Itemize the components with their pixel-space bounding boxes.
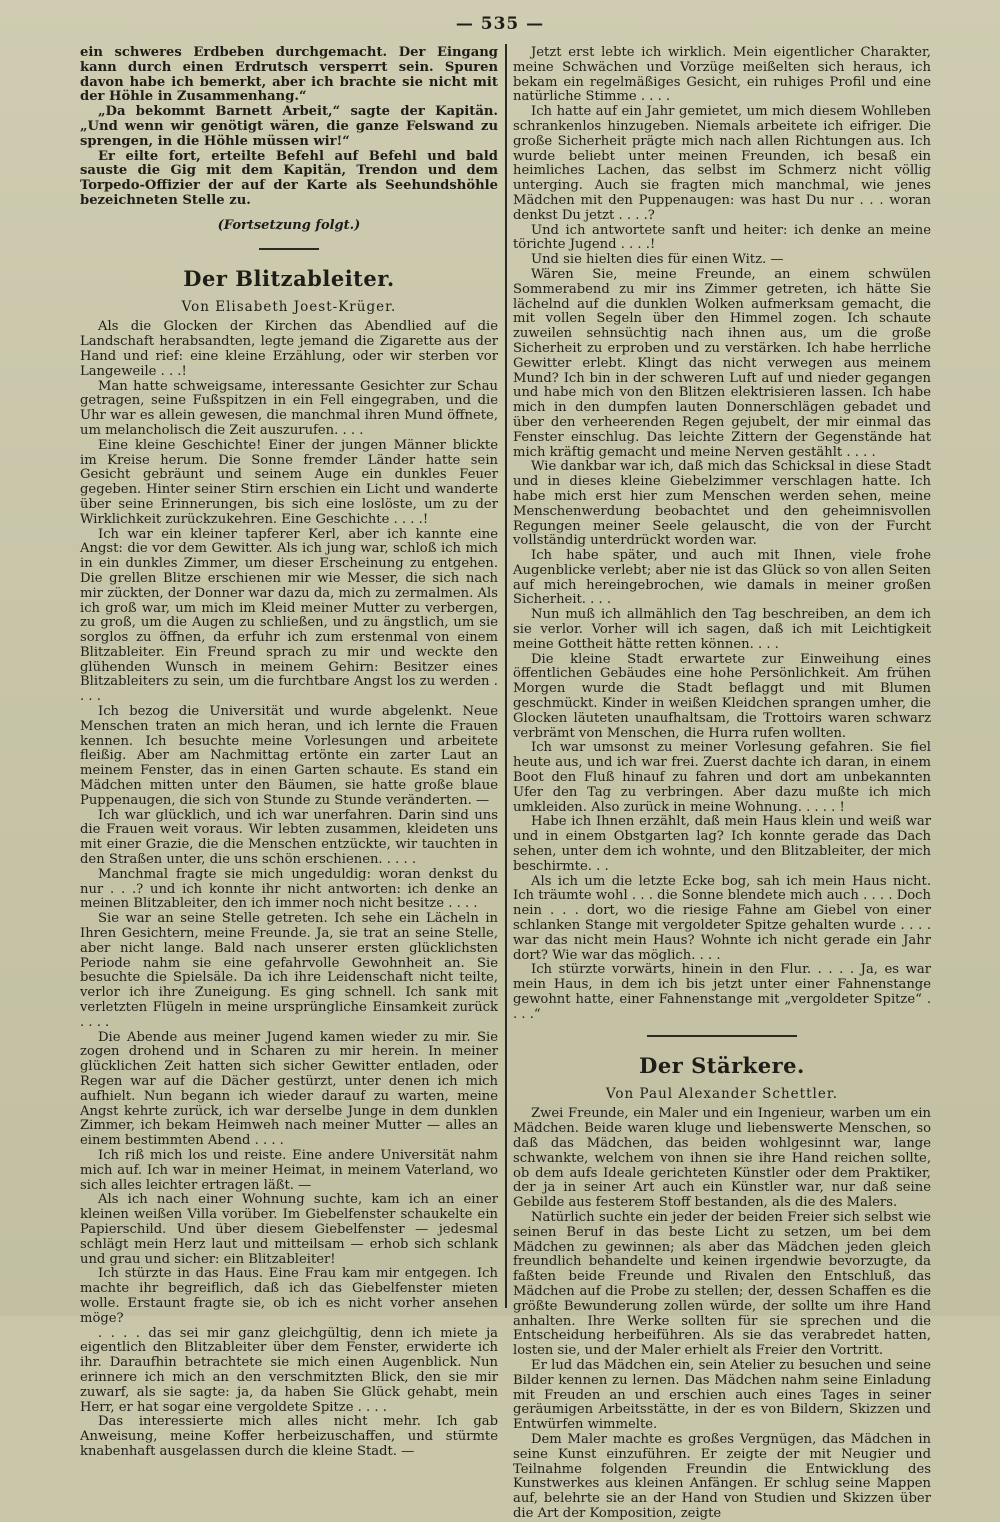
- story-paragraph: Jetzt erst lebte ich wirklich. Mein eigentlicher Charakter, meine Schwächen und Vorzüge meißelten sich heraus, ich bekam ein regelmäßiges Gesicht, ein ruhiges Profil und eine natürliche Stimme . . . .: [513, 45, 931, 105]
- story-paragraph: Natürlich suchte ein jeder der beiden Freier sich selbst wie seinen Beruf in das beste Licht zu setzen, um bei dem Mädchen zu gewinnen; als aber das Mädchen jeden gleich freundlich behandelte und keinen irgendwie bevorzugte, da faßten beide Freunde und Rivalen den Entschluß, das Mädchen auf die Probe zu stellen; der, dessen Schaffen es die größte Bewunderung zollen würde, der sollte um ihre Hand anhalten. Ihre Werke sollten für sie sprechen und die Entscheidung herbeiführen. Als sie das verabredet hatten, losten sie, und der Maler erhielt als Freier den Vortritt.: [513, 1209, 931, 1359]
- story-paragraph: Wie dankbar war ich, daß mich das Schicksal in diese Stadt und in dieses kleine Giebelzimmer verschlagen hatte. Ich habe mich erst hier zum Menschen werden sehen, meine Menschenwerdung beobachtet und den geheimnisvollen Regungen meiner Seele gelauscht, die von der Furcht vollständig unterdrückt worden war.: [513, 459, 931, 549]
- story-author: Von Elisabeth Joest-Krüger.: [181, 298, 397, 315]
- story-paragraph: Als ich nach einer Wohnung suchte, kam ich an einer kleinen weißen Villa vorüber. Im Giebelfenster schaukelte ein Papierschild. Und über diesem Giebelfenster — jedesmal schlägt mein Herz laut und mitteilsam — erhob sich schlank und grau und sicher: ein Blitzableiter!: [80, 1192, 498, 1267]
- continued-note: (Fortsetzung folgt.): [217, 217, 361, 233]
- story-paragraph: Nun muß ich allmählich den Tag beschreiben, an dem ich sie verlor. Vorher will ich sagen, daß ich mit Leichtigkeit meine Gottheit hätte retten können. . . .: [513, 607, 931, 652]
- story-paragraph: Sie war an seine Stelle getreten. Ich sehe ein Lächeln in Ihren Gesichtern, meine Freunde. Ja, sie trat an seine Stelle, aber nicht lange. Bald nach unserer ersten glücklichsten Periode nahm sie eine gefahrvolle Gewohnheit an. Sie besuchte die Spielsäle. Da ich ihre Leidenschaft nicht teilte, verlor ich ihre Zuneigung. Es ging schnell. Ich sank mit verletzten Flügeln in meine ursprüngliche Einsamkeit zurück . . . .: [80, 911, 498, 1030]
- column-rule: [505, 44, 507, 1308]
- section-divider: [259, 248, 319, 250]
- right-column: [513, 45, 931, 1521]
- continuation-paragraph: „Da bekommt Barnett Arbeit,“ sagte der Kapitän. „Und wenn wir genötigt wären, die ganze Felswand zu sprengen, in die Höhle müssen wir!“: [80, 104, 498, 149]
- story-paragraph: Ich war glücklich, und ich war unerfahren. Darin sind uns die Frauen weit voraus. Wir lebten zusammen, kleideten uns mit einer Grazie, die die Menschen entzückte, wir tauchten in den Straßen unter, die uns schön erschienen. . . . .: [80, 807, 498, 868]
- story-author: Von Paul Alexander Schettler.: [605, 1085, 839, 1102]
- story-title: Der Blitzableiter.: [183, 265, 395, 291]
- story-paragraph: . . . . das sei mir ganz gleichgültig, denn ich miete ja eigentlich den Blitzableiter über dem Fenster, erwiderte ich ihr. Daraufhin betrachtete sie mich einen Augenblick. Nun erinnere ich mich an den verschmitzten Blick, den sie mir zuwarf, als sie sagte: ja, da haben Sie Glück gehabt, mein Herr, er hat sogar eine vergoldete Spitze . . . .: [80, 1325, 498, 1415]
- story-paragraph: Manchmal fragte sie mich ungeduldig: woran denkst du nur . . .? und ich konnte ihr nicht antworten: ich denke an meinen Blitzableiter, den ich immer noch nicht besitze . . . .: [80, 866, 498, 912]
- story-paragraph: Ich habe später, und auch mit Ihnen, viele frohe Augenblicke verlebt; aber nie ist das Glück so von allen Seiten auf mich hereingebrochen, wie damals in meiner großen Sicherheit. . . .: [513, 548, 931, 608]
- story-paragraph: Das interessierte mich alles nicht mehr. Ich gab Anweisung, meine Koffer herbeizuschaffen, und stürmte knabenhaft ausgelassen durch die kleine Stadt. —: [80, 1414, 498, 1459]
- story-paragraph: Die Abende aus meiner Jugend kamen wieder zu mir. Sie zogen drohend und in Scharen zu mir herein. In meiner glücklichen Zeit hatten sich sicher Gewitter entladen, oder Regen war auf die Dächer gestürzt, unter denen ich mich aufhielt. Nun begann ich wieder darauf zu warten, meine Angst kehrte zurück, ich war derselbe Junge in dem dunklen Zimmer, ich bekam Heimweh nach meiner Mutter — alles an einem bestimmten Abend . . . .: [80, 1029, 498, 1149]
- story-paragraph: Dem Maler machte es großes Vergnügen, das Mädchen in seine Kunst einzuführen. Er zeigte der mit Neugier und Teilnahme folgenden Freundin die Entwicklung des Kunstwerkes aus kleinen Anfängen. Er schlug seine Mappen auf, belehrte sie an der Hand von Studien und Skizzen über die Art der Komposition, zeigte: [513, 1431, 931, 1521]
- story-paragraph: Zwei Freunde, ein Maler und ein Ingenieur, warben um ein Mädchen. Beide waren kluge und liebenswerte Menschen, so daß das Mädchen, das beiden wohlgesinnt war, lange schwankte, welchem von ihnen sie ihre Hand reichen sollte, ob dem aufs Ideale gerichteten Künstler oder dem Praktiker, der ja in seiner Art auch ein Künstler war, nur daß seine Gebilde aus festerem Stoff bestanden, als die des Malers.: [513, 1106, 931, 1211]
- section-divider: [647, 1035, 797, 1037]
- story-paragraph: Ich war ein kleiner tapferer Kerl, aber ich kannte eine Angst: die vor dem Gewitter. Als ich jung war, schloß ich mich in ein dunkles Zimmer, um dieser Erscheinung zu entgehen. Die grellen Blitze erschienen mir wie Messer, die sich nach mir zückten, der Donner war dazu da, mich zu zermalmen. Als ich groß war, um mich im Kleid meiner Mutter zu verbergen, zu groß, um die Augen zu schließen, und zu ängstlich, um sie sorglos zu öffnen, da erfuhr ich zum erstenmal von einem Blitzableiter. Ein Freund sprach zu mir und weckte den glühenden Wunsch in meinem Gehirn: Besitzer eines Blitzableiters zu sein, um die furchtbare Angst los zu werden . . . .: [80, 526, 498, 705]
- story-paragraph: Er lud das Mädchen ein, sein Atelier zu besuchen und seine Bilder kennen zu lernen. Das Mädchen nahm seine Einladung mit Freuden an und erschien auch eines Tages in seiner geräumigen Arbeitsstätte, in der es von Bildern, Skizzen und Entwürfen wimmelte.: [513, 1357, 931, 1433]
- left-column: [80, 45, 498, 1459]
- story-paragraph: Ich stürzte in das Haus. Eine Frau kam mir entgegen. Ich machte ihr begreiflich, daß ich das Giebelfenster mieten wolle. Erstaunt fragte sie, ob ich es nicht vorher ansehen möge?: [80, 1266, 498, 1326]
- continuation-paragraph: Er eilte fort, erteilte Befehl auf Befehl und bald sauste die Gig mit dem Kapitän, Trendon und dem Torpedo-Offizier der auf der Karte als Seehundshöhle bezeichneten Stelle zu.: [80, 148, 498, 208]
- story-paragraph: Und ich antwortete sanft und heiter: ich denke an meine törichte Jugend . . . .!: [513, 222, 931, 253]
- story-paragraph: Man hatte schweigsame, interessante Gesichter zur Schau getragen, seine Fußspitzen in ein Fell eingegraben, und die Uhr war es allein gewesen, die manchmal ihren Mund öffnete, um melancholisch die Zeit auszurufen. . . .: [80, 378, 498, 438]
- story-paragraph: Ich riß mich los und reiste. Eine andere Universität nahm mich auf. Ich war in meiner Heimat, in meinem Vaterland, wo sich alles leichter ertragen läßt. —: [80, 1147, 498, 1193]
- story-paragraph: Ich war umsonst zu meiner Vorlesung gefahren. Sie fiel heute aus, und ich war frei. Zuerst dachte ich daran, in einem Boot den Fluß hinauf zu fahren und dort am unbekannten Ufer den Tag zu verbringen. Aber dazu mußte ich mich umkleiden. Also zurück in meine Wohnung. . . . . !: [513, 740, 931, 815]
- continuation-paragraph: ein schweres Erdbeben durchgemacht. Der Eingang kann durch einen Erdrutsch versperrt sein. Spuren davon habe ich bemerkt, aber ich brachte sie nicht mit der Höhle in Zusammenhang.“: [80, 45, 498, 105]
- story-paragraph: Ich stürzte vorwärts, hinein in den Flur. . . . . Ja, es war mein Haus, in dem ich bis jetzt unter einer Fahnenstange gewohnt hatte, einer Fahnenstange mit „vergoldeter Spitze“ . . . .“: [513, 962, 931, 1022]
- story-paragraph: Und sie hielten dies für einen Witz. —: [531, 252, 784, 268]
- story-paragraph: Ich hatte auf ein Jahr gemietet, um mich diesem Wohlleben schrankenlos hinzugeben. Niemals arbeitete ich eifriger. Die große Sicherheit prägte mich nach allen Richtungen aus. Ich wurde beliebt unter meinen Freunden, ich besaß ein heimliches Lachen, das selbst im Schmerz nicht völlig unterging. Auch sie fragten mich manchmal, wie jenes Mädchen mit den Puppenaugen: was hast Du nur . . . woran denkst Du jetzt . . . .?: [513, 104, 931, 223]
- story-paragraph: Habe ich Ihnen erzählt, daß mein Haus klein und weiß war und in einem Obstgarten lag? Ich konnte gerade das Dach sehen, unter dem ich wohnte, und den Blitzableiter, der mich beschirmte. . .: [513, 814, 931, 874]
- story-paragraph: Als ich um die letzte Ecke bog, sah ich mein Haus nicht. Ich träumte wohl . . . die Sonne blendete mich auch . . . . Doch nein . . . dort, wo die riesige Fahne am Giebel von einer schlanken Stange mit vergoldeter Spitze gehalten wurde . . . . war das nicht mein Haus? Wohnte ich nicht gerade ein Jahr dort? Wie war das möglich. . . .: [513, 873, 931, 963]
- page-number: — 535 —: [455, 14, 545, 34]
- story-paragraph: Ich bezog die Universität und wurde abgelenkt. Neue Menschen traten an mich heran, und ich lernte die Frauen kennen. Ich besuchte meine Vorlesungen und arbeitete fleißig. Aber am Nachmittag ertönte ein zarter Laut an meinem Fenster, das in einen Garten schaute. Es stand ein Mädchen mitten unter den Bäumen, sie hatte große blaue Puppenaugen, die sich von Stunde zu Stunde veränderten. —: [80, 704, 498, 808]
- story-paragraph: Die kleine Stadt erwartete zur Einweihung eines öffentlichen Gebäudes eine hohe Persönlichkeit. Am frühen Morgen wurde die Stadt beflaggt und mit Blumen geschmückt. Kinder in weißen Kleidchen sprangen umher, die Glocken läuteten unaufhaltsam, die Trottoirs waren schwarz verbrämt von Menschen, die Hurra rufen wollten.: [513, 651, 931, 741]
- story-paragraph: Eine kleine Geschichte! Einer der jungen Männer blickte im Kreise herum. Die Sonne fremder Länder hatte sein Gesicht gebräunt und seinem Auge ein dunkles Feuer gegeben. Hinter seiner Stirn erschien ein Licht und wanderte über seine Erinnerungen, bis sich eine loslöste, um zu der Wirklichkeit zurückzukehren. Eine Geschichte . . . .!: [80, 437, 498, 527]
- story-paragraph: Wären Sie, meine Freunde, an einem schwülen Sommerabend zu mir ins Zimmer getreten, ich hätte Sie lächelnd auf die dunklen Wolken aufmerksam gemacht, die mit vollen Segeln über den Himmel zogen. Ich schaute zuweilen sehnsüchtig nach ihnen aus, um die große Sicherheit zu erproben und zu verstärken. Ich habe herrliche Gewitter erlebt. Klingt das nicht verwegen aus meinem Mund? Ich bin in der schweren Luft auf und nieder gegangen und habe mich von den Blitzen elektrisieren lassen. Ich habe mich in den dumpfen lauten Donnerschlägen gebadet und über den verheerenden Regen gejubelt, der mir einmal das Fenster einschlug. Das leichte Zittern der Gegenstände hat mich kräftig gemacht und meine Nerven gestählt . . . .: [513, 266, 931, 460]
- story-title: Der Stärkere.: [639, 1052, 805, 1078]
- story-paragraph: Als die Glocken der Kirchen das Abendlied auf die Landschaft herabsandten, legte jemand die Zigarette aus der Hand und rief: eine kleine Erzählung, oder wir sterben vor Langeweile . . .!: [80, 319, 498, 379]
